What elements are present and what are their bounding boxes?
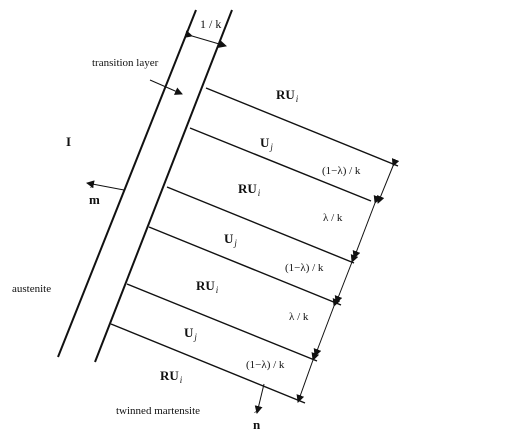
dimension-label: (1−λ) / k	[246, 359, 285, 371]
normal-n-label: ˆ n	[253, 418, 260, 431]
dimension-arrow-4	[315, 306, 334, 356]
band-label: $U_j$	[184, 325, 197, 342]
band-label: $U_j$	[260, 135, 273, 152]
dimension-arrow-1	[378, 166, 393, 203]
band-label: $RU_i$	[160, 368, 183, 385]
dimension-arrow-5	[298, 360, 313, 402]
dimension-label: (1−λ) / k	[285, 262, 324, 274]
dimension-label: λ / k	[323, 212, 343, 224]
layer-width-label: 1 / k	[200, 17, 222, 31]
twinned-martensite-label: twinned martensite	[116, 405, 201, 417]
band-label: $U_j$	[224, 231, 237, 248]
dimension-label: λ / k	[289, 311, 309, 323]
normal-n-arrow	[257, 384, 264, 413]
normal-m-label: ˆ m	[89, 193, 100, 206]
dimension-label: (1−λ) / k	[322, 165, 361, 177]
dimension-arrow-2	[354, 203, 375, 258]
band-label: $RU_i$	[196, 278, 219, 295]
twin-interface-3	[167, 187, 354, 263]
twin-interface-1	[206, 88, 398, 166]
transition-layer-arrow	[150, 80, 182, 94]
region-I-label: I	[66, 134, 72, 149]
transition-layer-label: transition layer	[92, 57, 159, 69]
band-label: $RU_i$	[276, 87, 299, 104]
dimension-arrow-3	[336, 262, 352, 303]
austenite-label: austenite	[12, 283, 52, 295]
band-label: $RU_i$	[238, 181, 261, 198]
